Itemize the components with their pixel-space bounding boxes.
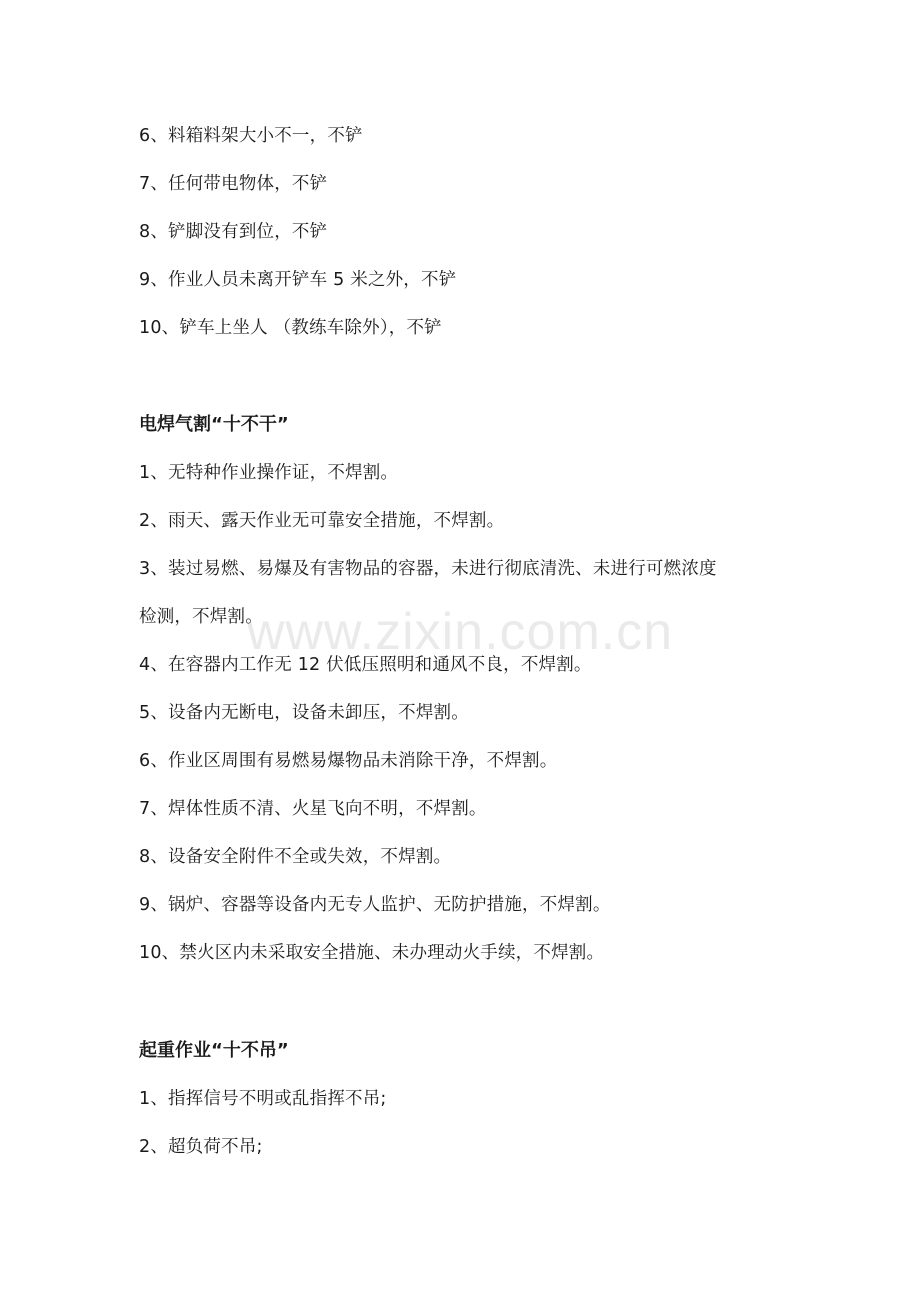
forklift-rule-10: 10、铲车上坐人 （教练车除外），不铲 (139, 318, 442, 338)
welding-rule-1: 1、无特种作业操作证，不焊割。 (139, 463, 399, 483)
welding-rule-6: 6、作业区周围有易燃易爆物品未消除干净，不焊割。 (139, 751, 558, 771)
watermark-text: www.zixin.com.cn (246, 603, 674, 661)
welding-rule-8: 8、设备安全附件不全或失效，不焊割。 (139, 847, 452, 867)
welding-section-heading: 电焊气割“十不干” (139, 414, 289, 435)
welding-rule-9: 9、锅炉、容器等设备内无专人监护、无防护措施，不焊割。 (139, 895, 611, 915)
forklift-rule-9: 9、作业人员未离开铲车 5 米之外，不铲 (139, 270, 457, 290)
welding-rule-2: 2、雨天、露天作业无可靠安全措施，不焊割。 (139, 511, 505, 531)
welding-rule-3-cont: 检测，不焊割。 (139, 607, 263, 627)
welding-rule-5: 5、设备内无断电，设备未卸压，不焊割。 (139, 703, 469, 723)
welding-rule-7: 7、焊体性质不清、火星飞向不明，不焊割。 (139, 799, 487, 819)
welding-rule-4: 4、在容器内工作无 12 伏低压照明和通风不良，不焊割。 (139, 655, 592, 675)
lifting-rule-1: 1、指挥信号不明或乱指挥不吊; (139, 1089, 387, 1109)
forklift-rule-7: 7、任何带电物体，不铲 (139, 174, 328, 194)
welding-rule-10: 10、禁火区内未采取安全措施、未办理动火手续，不焊割。 (139, 943, 605, 963)
forklift-rule-6: 6、料箱料架大小不一，不铲 (139, 126, 363, 146)
forklift-rule-8: 8、铲脚没有到位，不铲 (139, 222, 328, 242)
lifting-rule-2: 2、超负荷不吊; (139, 1137, 263, 1157)
lifting-section-heading: 起重作业“十不吊” (139, 1040, 289, 1061)
welding-rule-3: 3、装过易燃、易爆及有害物品的容器，未进行彻底清洗、未进行可燃浓度 (139, 559, 717, 579)
